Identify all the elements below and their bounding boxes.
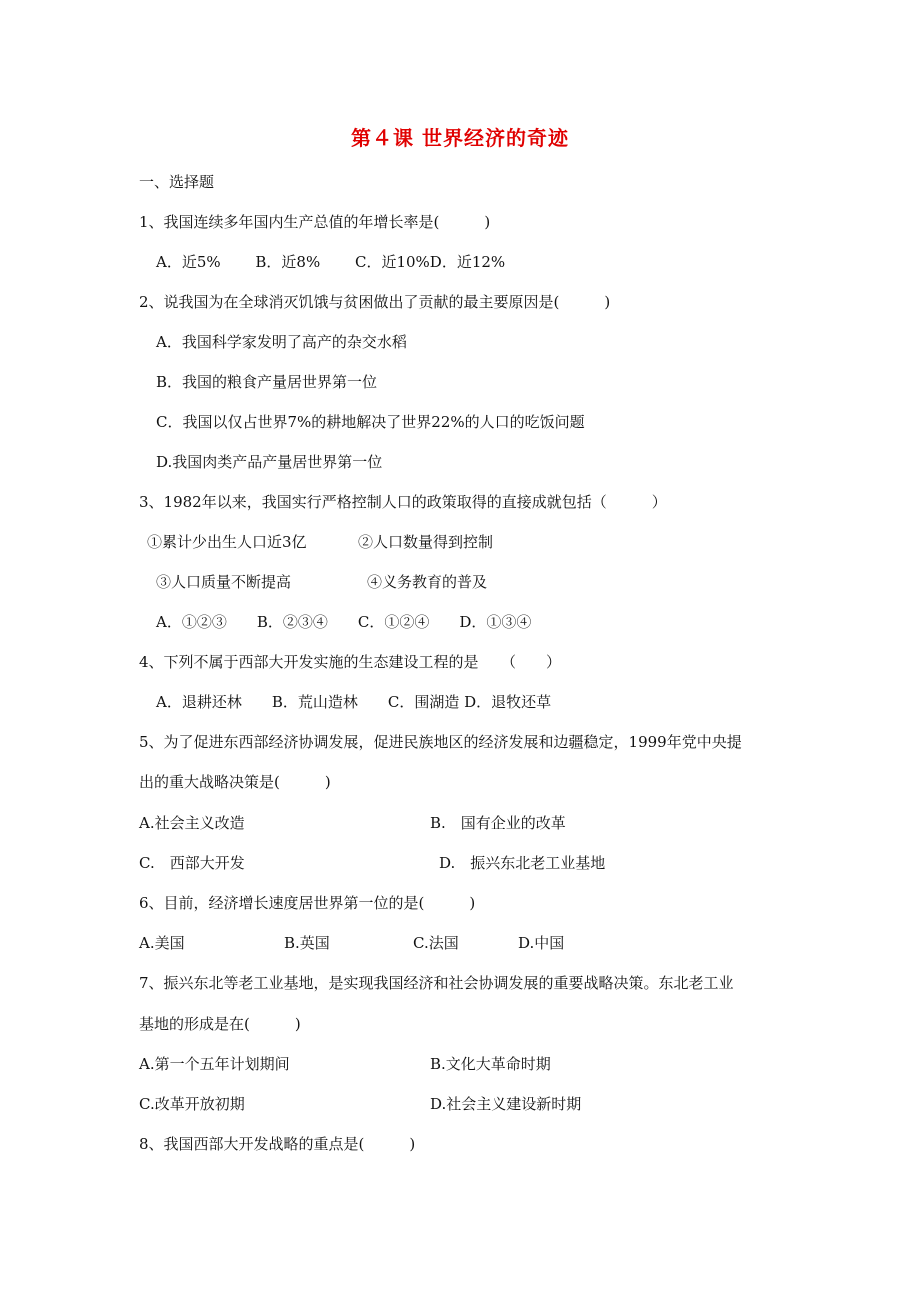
question-4-options: A．退耕还林 B．荒山造林 C．围湖造 D．退牧还草	[156, 693, 552, 711]
question-7-option-b: B.文化大革命时期	[430, 1055, 551, 1073]
question-3-item-2: ②人口数量得到控制	[358, 533, 494, 551]
question-2-option-c: C．我国以仅占世界7%的耕地解决了世界22%的人口的吃饭问题	[156, 413, 585, 431]
question-2-option-d: D.我国肉类产品产量居世界第一位	[156, 453, 383, 471]
question-1-stem: 1、我国连续多年国内生产总值的年增长率是( )	[139, 213, 491, 231]
question-5-option-c: C. 西部大开发	[139, 854, 245, 872]
question-5-option-b: B. 国有企业的改革	[430, 814, 566, 832]
question-3-options: A．①②③ B．②③④ C．①②④ D．①③④	[156, 613, 532, 631]
question-6-stem: 6、目前，经济增长速度居世界第一位的是( )	[139, 894, 476, 912]
question-2-stem: 2、说我国为在全球消灭饥饿与贫困做出了贡献的最主要原因是( )	[139, 293, 611, 311]
question-6-option-a: A.美国	[139, 934, 185, 952]
question-3-item-1: ①累计少出生人口近3亿	[147, 533, 307, 551]
question-7-option-a: A.第一个五年计划期间	[139, 1055, 290, 1073]
question-2-option-b: B．我国的粮食产量居世界第一位	[156, 373, 378, 391]
question-3-stem: 3、1982年以来，我国实行严格控制人口的政策取得的直接成就包括（ ）	[139, 493, 667, 511]
question-3-item-3: ③人口质量不断提高	[156, 573, 292, 591]
question-7-stem-line-1: 7、振兴东北等老工业基地，是实现我国经济和社会协调发展的重要战略决策。东北老工业	[139, 974, 734, 992]
question-7-option-d: D.社会主义建设新时期	[430, 1095, 582, 1113]
lesson-title: 第４课 世界经济的奇迹	[351, 126, 569, 150]
question-8-stem: 8、我国西部大开发战略的重点是( )	[139, 1135, 416, 1153]
question-5-stem-line-2: 出的重大战略决策是( )	[139, 773, 331, 791]
question-1-options: A．近5% B．近8% C．近10%D．近12%	[156, 253, 506, 271]
question-6-option-d: D.中国	[518, 934, 565, 952]
question-2-option-a: A．我国科学家发明了高产的杂交水稻	[156, 333, 407, 351]
question-5-option-d: D. 振兴东北老工业基地	[439, 854, 606, 872]
question-7-stem-line-2: 基地的形成是在( )	[139, 1015, 301, 1033]
question-5-stem-line-1: 5、为了促进东西部经济协调发展，促进民族地区的经济发展和边疆稳定，1999年党中央提	[139, 733, 742, 751]
question-6-option-c: C.法国	[413, 934, 459, 952]
question-3-item-4: ④义务教育的普及	[367, 573, 488, 591]
section-heading: 一、选择题	[139, 173, 215, 191]
question-4-stem: 4、下列不属于西部大开发实施的生态建设工程的是 （ ）	[139, 653, 562, 671]
question-5-option-a: A.社会主义改造	[139, 814, 245, 832]
question-6-option-b: B.英国	[284, 934, 330, 952]
question-7-option-c: C.改革开放初期	[139, 1095, 245, 1113]
